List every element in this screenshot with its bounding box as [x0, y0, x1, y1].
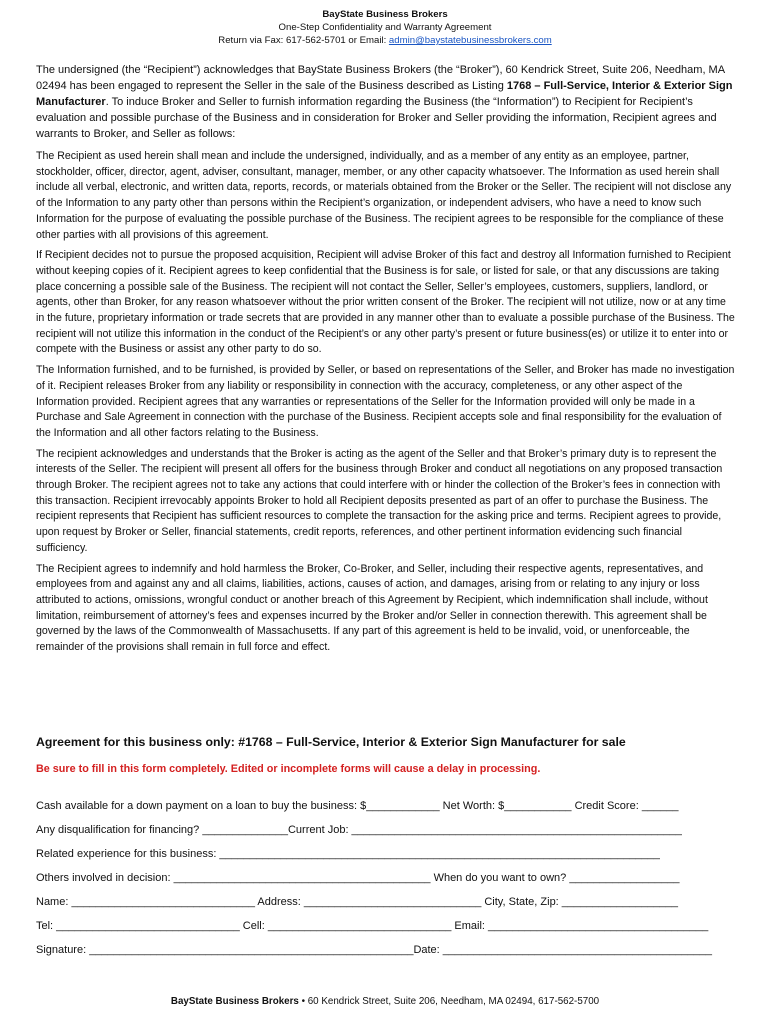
intro-text-1: The undersigned (the “Recipient”) acknowledges that BayState Business Brokers (the “Broker”), 60 Kendrick Street, Suite 206, Needham, MA 02494 has been engaged to represent the Seller in the sale of the Business described as Listing	[36, 64, 725, 92]
header-subtitle: One-Step Confidentiality and Warranty Agreement	[278, 22, 492, 33]
listing-name: 1768 – Full-Service, Interior & Exterior Sign Manufacturer	[36, 80, 733, 108]
email-link[interactable]: admin@baystatebusinessbrokers.com	[388, 35, 552, 46]
document-footer	[0, 996, 770, 1007]
form-row-decision[interactable]: Others involved in decision: __________________________________________ When do you want to own? __________________	[36, 872, 680, 884]
form-row-signature[interactable]: Signature: _____________________________________________________Date: ____________________________________________	[36, 944, 712, 956]
return-label: Return via Fax: 617-562-5701 or Email:	[218, 35, 389, 46]
paragraph-information-release: The Information furnished, and to be furnished, is provided by Seller, or based on representations of the Seller, and Broker has made no investigation of it. Recipient releases Broker from any liability or responsibility in connection with the accuracy, completeness, or any other aspect of the Information provided. Recipient agrees that any warranties or representations of the Seller for the Information provided will only be made in a Purchase and Sale Agreement in connection with the purchase of the Business. Recipient accepts sole and final responsibility for the evaluation of the Information and all other factors relating to the Business.	[36, 364, 735, 439]
header-return-line	[0, 34, 770, 47]
form-row-financials[interactable]: Cash available for a down payment on a loan to buy the business: $____________ Net Worth: $___________ Credit Score: ______	[36, 800, 679, 812]
paragraph-indemnification: The Recipient agrees to indemnify and hold harmless the Broker, Co-Broker, and Seller, including their respective agents, representatives, and employees from and against any and all claims, liabilities, actions, causes of action, and damages, arising from or relating to any injury or loss attributed to actions, omissions, wrongful conduct or another breach of this Agreement by Recipient, which indemnification shall include, without limitation, reimbursement of attorney’s fees and expenses incurred by the Broker and/or Seller in connection therewith. This agreement shall be governed by the laws of the Commonwealth of Massachusetts. If any part of this agreement is held to be invalid, void, or unenforceable, the remainder of the provisions shall remain in full force and effect.	[36, 562, 708, 654]
footer-address: • 60 Kendrick Street, Suite 206, Needham, MA 02494, 617-562-5700	[298, 996, 600, 1007]
paragraph-recipient-definition: The Recipient as used herein shall mean and include the undersigned, individually, and as a member of any entity as an employee, partner, stockholder, officer, director, agent, adviser, consultant, manager, member, or any other capacity whatsoever. The Information as used herein shall include all verbal, electronic, and written data, reports, records, or materials obtained from the Broker or the Seller. The recipient will not disclose any of the Information to any party other than persons within the Recipient’s organization, or independent advisers, who have a need to know such Information for the purpose of evaluating the possible purchase of the Business. The recipient agrees to be responsible for the compliance of these other parties with all provisions of this agreement.	[36, 150, 732, 241]
agreement-heading: Agreement for this business only: #1768 – Full-Service, Interior & Exterior Sign Manufacturer for sale	[36, 735, 626, 749]
paragraph-broker-agency: The recipient acknowledges and understands that the Broker is acting as the agent of the Seller and that Broker’s primary duty is to represent the interests of the Seller. The recipient will present all offers for the business through Broker and conduct all negotiations on any proposed transaction through Broker. The recipient agrees not to take any actions that could interfere with or hinder the collection of the Broker’s fees in connection with this transaction. Recipient irrevocably appoints Broker to hold all Recipient deposits presented as part of an offer to purchase the Business. The recipient represents that Recipient has sufficient resources to complete the transaction for the asking price and terms. Recipient agrees to provide, upon request by Broker or Seller, financial statements, credit reports, references, and other pertinent information evidencing such financial sufficiency.	[36, 447, 723, 554]
form-row-name-address[interactable]: Name: ______________________________ Address: _____________________________ City, State, Zip: ___________________	[36, 896, 679, 908]
agreement-body	[36, 62, 736, 661]
form-warning: Be sure to fill in this form completely. Edited or incomplete forms will cause a delay in processing.	[36, 763, 541, 775]
form-row-financing-job[interactable]: Any disqualification for financing? ______________Current Job: ______________________________________________________	[36, 824, 682, 836]
intro-paragraph	[36, 62, 736, 142]
footer-company-name: BayState Business Brokers	[170, 996, 299, 1007]
paragraph-confidentiality: If Recipient decides not to pursue the proposed acquisition, Recipient will advise Broker of this fact and destroy all Information furnished to Recipient without keeping copies of it. Recipient agrees to keep confidential that the Business is for sale, or listed for sale, or that any discussions are taking place concerning a possible sale of the Business. The recipient will not contact the Seller, Seller’s employees, customers, suppliers, landlord, or agents, other than Broker, for any reason whatsoever without the prior written consent of the Broker. The recipient will not utilize, now or at any time in the future, proprietary information or trade secrets that are provided in any manner other than to evaluate a possible purchase of the Business. The recipient will not utilize this information in the conduct of the Recipient’s or any other party’s present or future business(es) or utilize it to enter into or compete with the Business or assist any other party to do so.	[36, 249, 735, 356]
form-row-contact[interactable]: Tel: ______________________________ Cell: ______________________________ Email: ____________________________________	[36, 920, 709, 932]
header-company-name: BayState Business Brokers	[322, 9, 448, 20]
intro-text-2: . To induce Broker and Seller to furnish information regarding the Business (the “Information”) to Recipient for Recipient’s evaluation and possible purchase of the Business and in consideration for Broker and Seller providing the information, Recipient agrees and warrants to Broker, and Seller as follows:	[36, 96, 717, 140]
document-header	[0, 8, 770, 47]
form-row-experience[interactable]: Related experience for this business: ________________________________________________________________________	[36, 848, 660, 860]
